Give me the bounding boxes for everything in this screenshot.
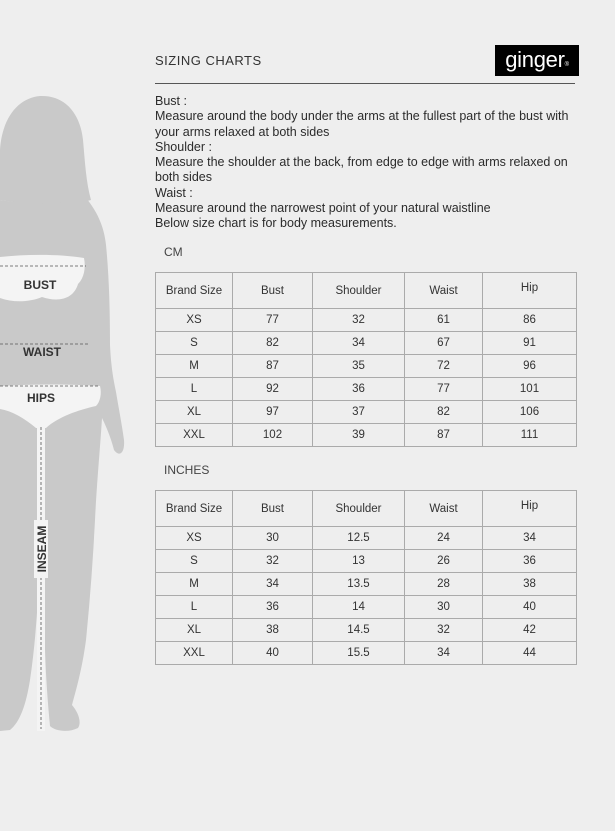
brand-logo [495, 45, 579, 76]
bust-cell: 34 [233, 573, 313, 596]
header-bust: Bust [233, 273, 313, 309]
table-row [156, 619, 577, 642]
size-cell: S [156, 332, 233, 355]
cm-unit-label: CM [164, 245, 183, 259]
shoulder-cell: 36 [313, 378, 405, 401]
brand-logo-text: ginger [505, 47, 565, 72]
shoulder-cell: 34 [313, 332, 405, 355]
header-hip-label: Hip [520, 281, 539, 294]
header-brand-size: Brand Size [156, 491, 233, 527]
table-row [156, 309, 577, 332]
shoulder-cell: 12.5 [313, 527, 405, 550]
table-row [156, 401, 577, 424]
instruction-line: Measure the shoulder at the back, from edge to edge with arms relaxed on [155, 155, 568, 170]
bust-cell: 38 [233, 619, 313, 642]
header-waist: Waist [405, 273, 483, 309]
waist-label: WAIST [23, 345, 61, 359]
header-waist: Waist [405, 491, 483, 527]
bust-cell: 30 [233, 527, 313, 550]
instruction-line: Bust : [155, 94, 187, 108]
size-cell: XXL [156, 642, 233, 665]
bust-cell: 32 [233, 550, 313, 573]
shoulder-cell: 15.5 [313, 642, 405, 665]
table-row [156, 596, 577, 619]
table-row [156, 527, 577, 550]
size-cell: M [156, 355, 233, 378]
shoulder-cell: 14.5 [313, 619, 405, 642]
header-shoulder: Shoulder [313, 273, 405, 309]
table-row [156, 332, 577, 355]
waist-cell: 32 [405, 619, 483, 642]
table-row [156, 573, 577, 596]
waist-cell: 61 [405, 309, 483, 332]
bust-cell: 77 [233, 309, 313, 332]
bust-cell: 36 [233, 596, 313, 619]
hip-cell: 34 [483, 527, 577, 550]
page-title: SIZING CHARTS [155, 53, 262, 68]
instruction-line: Below size chart is for body measurements. [155, 216, 397, 231]
table-row [156, 355, 577, 378]
bust-cell: 82 [233, 332, 313, 355]
hip-cell: 40 [483, 596, 577, 619]
waist-cell: 87 [405, 424, 483, 447]
waist-cell: 77 [405, 378, 483, 401]
body-measurement-figure [0, 0, 140, 831]
waist-cell: 28 [405, 573, 483, 596]
shoulder-cell: 13 [313, 550, 405, 573]
shoulder-cell: 13.5 [313, 573, 405, 596]
header-shoulder: Shoulder [313, 491, 405, 527]
bust-cell: 92 [233, 378, 313, 401]
table-row [156, 550, 577, 573]
waist-cell: 30 [405, 596, 483, 619]
cm-size-table [155, 272, 577, 447]
bust-label: BUST [23, 278, 57, 292]
inches-unit-label: INCHES [164, 463, 210, 477]
hip-cell: 106 [483, 401, 577, 424]
size-cell: XS [156, 309, 233, 332]
table-row [156, 642, 577, 665]
bust-cell: 97 [233, 401, 313, 424]
waist-cell: 34 [405, 642, 483, 665]
hip-cell: 96 [483, 355, 577, 378]
header-hip-label: Hip [520, 499, 539, 512]
hip-cell: 101 [483, 378, 577, 401]
instruction-line: Measure around the body under the arms at the fullest part of the bust with [155, 109, 569, 124]
hip-cell: 86 [483, 309, 577, 332]
instruction-line: both sides [155, 170, 212, 185]
header-divider [155, 83, 575, 84]
size-cell: L [156, 378, 233, 401]
bust-cell: 87 [233, 355, 313, 378]
waist-cell: 24 [405, 527, 483, 550]
instruction-line: Shoulder : [155, 139, 212, 154]
bust-cell: 102 [233, 424, 313, 447]
header-hip [483, 273, 577, 309]
hip-cell: 111 [483, 424, 577, 447]
waist-cell: 67 [405, 332, 483, 355]
hips-label: HIPS [26, 391, 56, 405]
size-cell: S [156, 550, 233, 573]
hip-cell: 44 [483, 642, 577, 665]
hip-cell: 38 [483, 573, 577, 596]
waist-cell: 82 [405, 401, 483, 424]
instruction-line: Waist : [155, 185, 193, 200]
size-cell: XL [156, 401, 233, 424]
table-row [156, 378, 577, 401]
hip-cell: 91 [483, 332, 577, 355]
size-cell: XXL [156, 424, 233, 447]
header-bust: Bust [233, 491, 313, 527]
header-hip [483, 491, 577, 527]
shoulder-cell: 39 [313, 424, 405, 447]
shoulder-cell: 37 [313, 401, 405, 424]
size-cell: L [156, 596, 233, 619]
waist-cell: 72 [405, 355, 483, 378]
size-cell: XL [156, 619, 233, 642]
instruction-line: your arms relaxed at both sides [155, 124, 330, 139]
inseam-label: INSEAM [35, 525, 49, 573]
table-header-row [156, 491, 577, 527]
shoulder-cell: 32 [313, 309, 405, 332]
instruction-line: Measure around the narrowest point of your natural waistline [155, 201, 491, 216]
hip-cell: 36 [483, 550, 577, 573]
shoulder-cell: 35 [313, 355, 405, 378]
hip-cell: 42 [483, 619, 577, 642]
table-row [156, 424, 577, 447]
size-cell: XS [156, 527, 233, 550]
header-brand-size: Brand Size [156, 273, 233, 309]
size-cell: M [156, 573, 233, 596]
bust-cell: 40 [233, 642, 313, 665]
waist-cell: 26 [405, 550, 483, 573]
measurement-instructions [155, 94, 585, 232]
registered-mark: ® [564, 62, 569, 68]
inches-size-table [155, 490, 577, 665]
shoulder-cell: 14 [313, 596, 405, 619]
table-header-row [156, 273, 577, 309]
